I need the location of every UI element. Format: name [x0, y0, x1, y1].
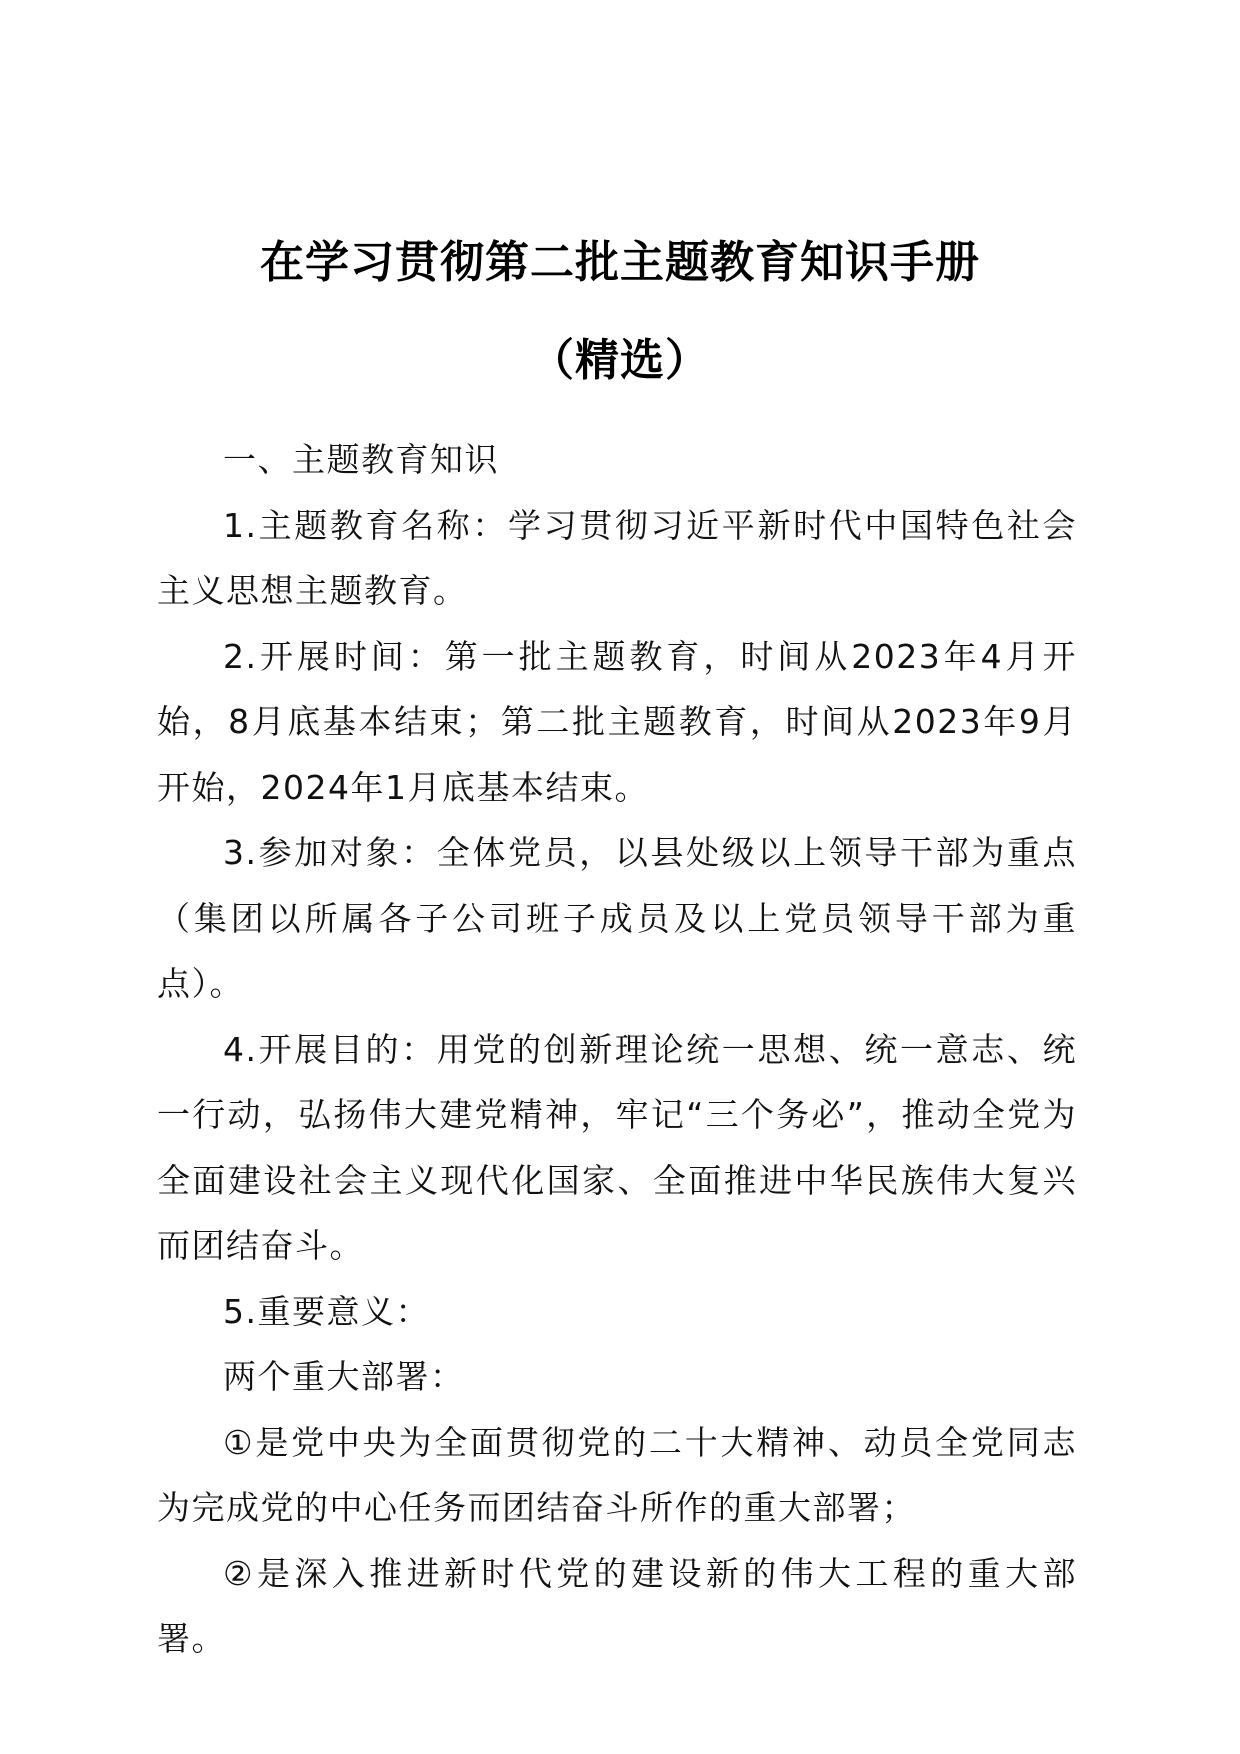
document-title: 在学习贯彻第二批主题教育知识手册	[260, 237, 980, 288]
paragraph-purpose: 4.开展目的：用党的创新理论统一思想、统一意志、统一行动，弘扬伟大建党精神，牢记“三个务必”，推动全党为全面建设社会主义现代化国家、全面推进中华民族伟大复兴而团结奋斗。	[157, 1029, 1077, 1265]
document-subtitle: （精选）	[530, 335, 710, 386]
section-heading: 一、主题教育知识	[223, 440, 499, 479]
paragraph-two-deployments: 两个重大部署：	[223, 1357, 465, 1396]
document-body	[157, 427, 1077, 1672]
paragraph-deployment-2: ②是深入推进新时代党的建设新的伟大工程的重大部署。	[157, 1553, 1077, 1658]
paragraph-deployment-1: ①是党中央为全面贯彻党的二十大精神、动员全党同志为完成党的中心任务而团结奋斗所作的重大部署；	[157, 1422, 1077, 1527]
paragraph-participants: 3.参加对象：全体党员，以县处级以上领导干部为重点（集团以所属各子公司班子成员及以上党员领导干部为重点）。	[157, 833, 1077, 1003]
paragraph-education-name: 1.主题教育名称：学习贯彻习近平新时代中国特色社会主义思想主题教育。	[157, 505, 1077, 610]
paragraph-schedule: 2.开展时间：第一批主题教育，时间从2023年4月开始，8月底基本结束；第二批主题教育，时间从2023年9月开始，2024年1月底基本结束。	[157, 636, 1077, 807]
paragraph-significance: 5.重要意义：	[223, 1291, 430, 1331]
